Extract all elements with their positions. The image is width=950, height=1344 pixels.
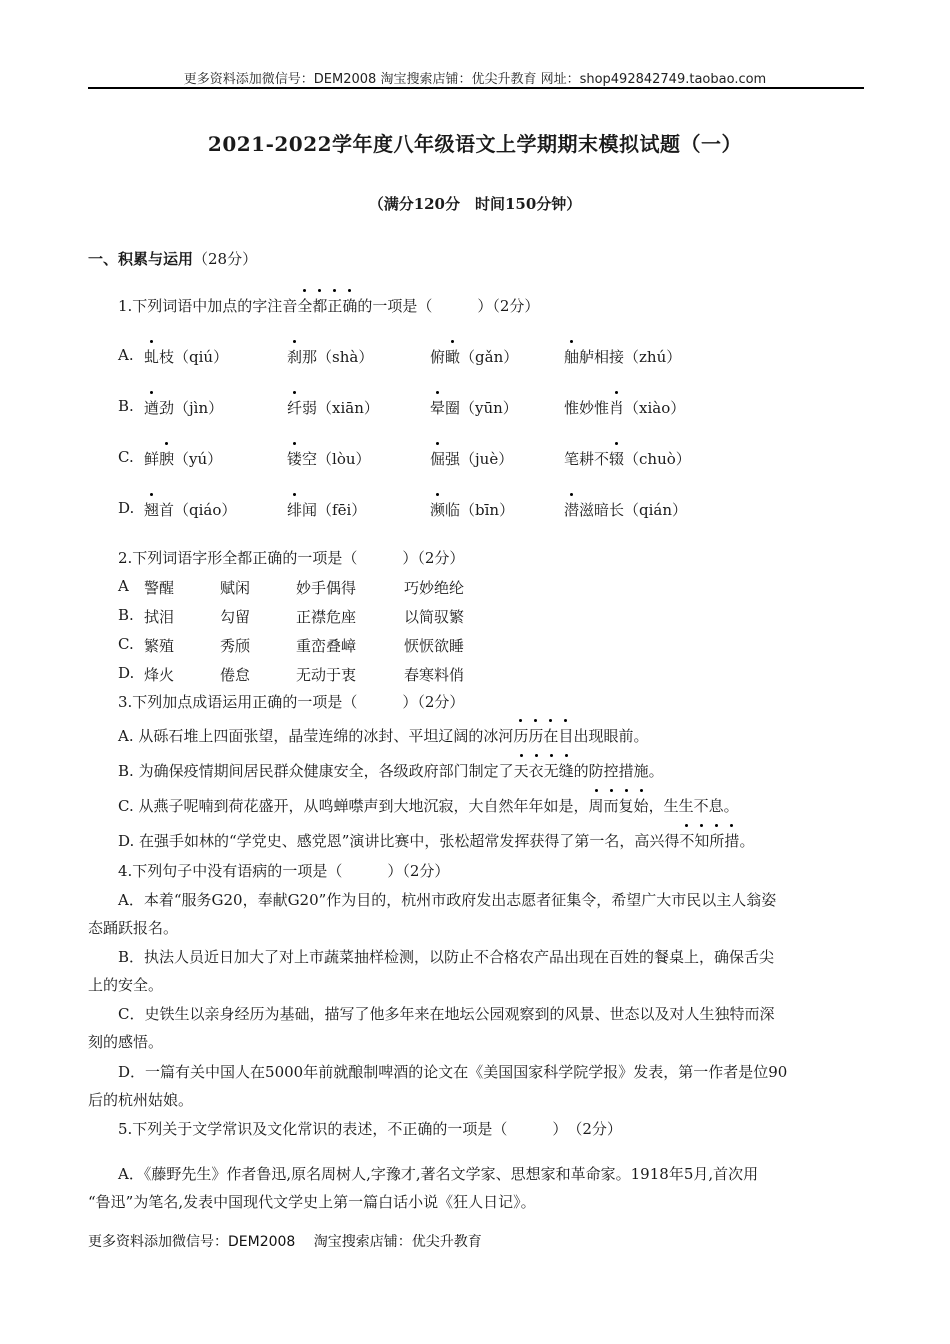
page-footer-text: 更多资料添加微信号：DEM2008 淘宝搜索店铺：优尖升教育 bbox=[88, 1234, 482, 1250]
option-word: 重峦叠嶂 bbox=[296, 637, 357, 655]
option-letter: B. bbox=[118, 606, 134, 624]
option-word: 正襟危座 bbox=[296, 608, 357, 626]
emphasis-dotted: 辍 bbox=[609, 450, 625, 468]
option-word: 濒临（bīn） bbox=[430, 501, 515, 519]
emphasis-dotted: 倔 bbox=[430, 450, 446, 468]
option-word: 纤弱（xiān） bbox=[287, 399, 379, 417]
option-word: 笔耕不辍（chuò） bbox=[564, 450, 691, 468]
option-word: 巧妙绝纶 bbox=[404, 579, 465, 597]
header-rule bbox=[88, 87, 864, 89]
option-word: 妙手偶得 bbox=[296, 579, 357, 597]
option-word: 春寒料俏 bbox=[404, 666, 465, 684]
question-2-stem: 2.下列词语字形全都正确的一项是（ ）（2分） bbox=[118, 549, 465, 567]
option-letter: A. bbox=[118, 346, 134, 364]
emphasis-dotted: 肖 bbox=[609, 399, 625, 417]
question-3-option: B. 为确保疫情期间居民群众健康安全，各级政府部门制定了天衣无缝的防控措施。 bbox=[118, 762, 664, 780]
emphasis-dotted: 翘 bbox=[144, 501, 160, 519]
option-word: 恹恹欲睡 bbox=[404, 637, 465, 655]
page-header-text: 更多资料添加微信号：DEM2008 淘宝搜索店铺：优尖升教育 网址：shop492842749.taobao.com bbox=[183, 72, 767, 87]
option-word: 倔强（juè） bbox=[430, 450, 514, 468]
option-word: 俯瞰（gǎn） bbox=[430, 348, 519, 366]
option-word: 刹那（shà） bbox=[287, 348, 374, 366]
question-4-option-line2: 刻的感悟。 bbox=[88, 1033, 164, 1051]
option-word: 鲜腴（yú） bbox=[144, 450, 223, 468]
option-word: 晕圈（yūn） bbox=[430, 399, 518, 417]
emphasis-dotted: 绯 bbox=[287, 501, 303, 519]
option-word: 惟妙惟肖（xiào） bbox=[564, 399, 686, 417]
option-letter: A. bbox=[118, 727, 139, 745]
option-word: 无动于衷 bbox=[296, 666, 357, 684]
question-5-stem: 5.下列关于文学常识及文化常识的表述，不正确的一项是（ ） （2分） bbox=[118, 1120, 622, 1138]
emphasis-dotted: 天衣无缝 bbox=[513, 762, 574, 780]
option-word: 拭泪 bbox=[144, 608, 175, 626]
option-letter: B. bbox=[118, 762, 139, 780]
option-word: 赋闲 bbox=[220, 579, 251, 597]
option-word: 以简驭繁 bbox=[404, 608, 465, 626]
question-4-stem: 4.下列句子中没有语病的一项是（ ）（2分） bbox=[118, 862, 450, 880]
option-letter: C. bbox=[118, 797, 139, 815]
option-letter: A bbox=[118, 577, 129, 595]
emphasis-dotted: 虬 bbox=[144, 348, 160, 366]
option-word: 翘首（qiáo） bbox=[144, 501, 237, 519]
question-4-option-line1: B．执法人员近日加大了对上市蔬菜抽样检测，以防止不合格农产品出现在百姓的餐桌上，确保舌尖 bbox=[118, 948, 775, 966]
emphasis-dotted: 遒 bbox=[144, 399, 160, 417]
emphasis-dotted: 不知所措 bbox=[679, 832, 740, 850]
emphasis-dotted: 晕 bbox=[430, 399, 446, 417]
option-word: 镂空（lòu） bbox=[287, 450, 371, 468]
option-word: 潜滋暗长（qián） bbox=[564, 501, 688, 519]
option-word: 警醒 bbox=[144, 579, 175, 597]
section-heading bbox=[88, 248, 257, 269]
emphasis-dotted: 全都正确 bbox=[297, 297, 358, 315]
question-1-stem: 1.下列词语中加点的字注音全都正确的一项是（ ）（2分） bbox=[118, 297, 540, 315]
question-4-option-line2: 上的安全。 bbox=[88, 976, 164, 994]
option-letter: D. bbox=[118, 664, 135, 682]
emphasis-dotted bbox=[297, 297, 357, 315]
question-4-option-line1: A．本着“服务G20，奉献G20”作为目的，杭州市政府发出志愿者征集令，希望广大市民以主人翁姿 bbox=[118, 891, 777, 909]
emphasis-dotted: 腴 bbox=[159, 450, 175, 468]
section-score: （28分） bbox=[193, 250, 258, 268]
option-word: 勾留 bbox=[220, 608, 251, 626]
question-3-option: C. 从燕子呢喃到荷花盛开，从鸣蝉噤声到大地沉寂，大自然年年如是，周而复始，生生不息。 bbox=[118, 797, 739, 815]
emphasis-dotted: 历历在目 bbox=[513, 727, 574, 745]
question-3-option: D. 在强手如林的“学党史、感党恩”演讲比赛中，张松超常发挥获得了第一名，高兴得不知所措。 bbox=[118, 832, 755, 850]
emphasis-dotted: 瞰 bbox=[445, 348, 461, 366]
question-4-option-line1: D．一篇有关中国人在5000年前就酿制啤酒的论文在《美国国家科学院学报》发表，第一作者是位90 bbox=[118, 1063, 788, 1081]
option-letter: B. bbox=[118, 397, 134, 415]
option-word: 遒劲（jìn） bbox=[144, 399, 224, 417]
question-3-stem: 3.下列加点成语运用正确的一项是（ ）（2分） bbox=[118, 693, 465, 711]
option-word: 倦怠 bbox=[220, 666, 251, 684]
section-label: 一、积累与运用 bbox=[88, 250, 194, 268]
emphasis-dotted: 潜 bbox=[564, 501, 580, 519]
option-letter: C. bbox=[118, 635, 134, 653]
emphasis-dotted: 周而复始 bbox=[588, 797, 649, 815]
option-word: 繁殖 bbox=[144, 637, 175, 655]
option-letter: D. bbox=[118, 832, 140, 850]
option-letter: D. bbox=[118, 499, 135, 517]
question-4-option-line2: 态踊跃报名。 bbox=[88, 919, 179, 937]
question-4-option-line1: C．史铁生以亲身经历为基础，描写了他多年来在地坛公园观察到的风景、世态以及对人生独特而深 bbox=[118, 1005, 775, 1023]
option-word: 舳舻相接（zhú） bbox=[564, 348, 682, 366]
option-word: 绯闻（fēi） bbox=[287, 501, 367, 519]
question-5-option-a-line2: “鲁迅”为笔名,发表中国现代文学史上第一篇白话小说《狂人日记》。 bbox=[88, 1193, 536, 1211]
option-word: 秀颀 bbox=[220, 637, 251, 655]
emphasis-dotted: 镂 bbox=[287, 450, 303, 468]
option-word: 烽火 bbox=[144, 666, 175, 684]
emphasis-dotted: 纤 bbox=[287, 399, 303, 417]
question-5-option-a-line1: A．《藤野先生》作者鲁迅,原名周树人,字豫才,著名文学家、思想家和革命家。1918年5月,首次用 bbox=[118, 1165, 759, 1183]
option-letter: C. bbox=[118, 448, 134, 466]
page-title: 2021-2022学年度八年级语文上学期期末模拟试题（一） bbox=[207, 132, 743, 156]
question-3-option: A. 从砾石堆上四面张望，晶莹连绵的冰封、平坦辽阔的冰河历历在目出现眼前。 bbox=[118, 727, 649, 745]
question-4-option-line2: 后的杭州姑娘。 bbox=[88, 1091, 194, 1109]
emphasis-dotted: 濒 bbox=[430, 501, 446, 519]
emphasis-dotted: 刹 bbox=[287, 348, 303, 366]
option-word: 虬枝（qiú） bbox=[144, 348, 229, 366]
page-subtitle: （满分120分 时间150分钟） bbox=[368, 195, 582, 213]
emphasis-dotted: 舳 bbox=[564, 348, 580, 366]
